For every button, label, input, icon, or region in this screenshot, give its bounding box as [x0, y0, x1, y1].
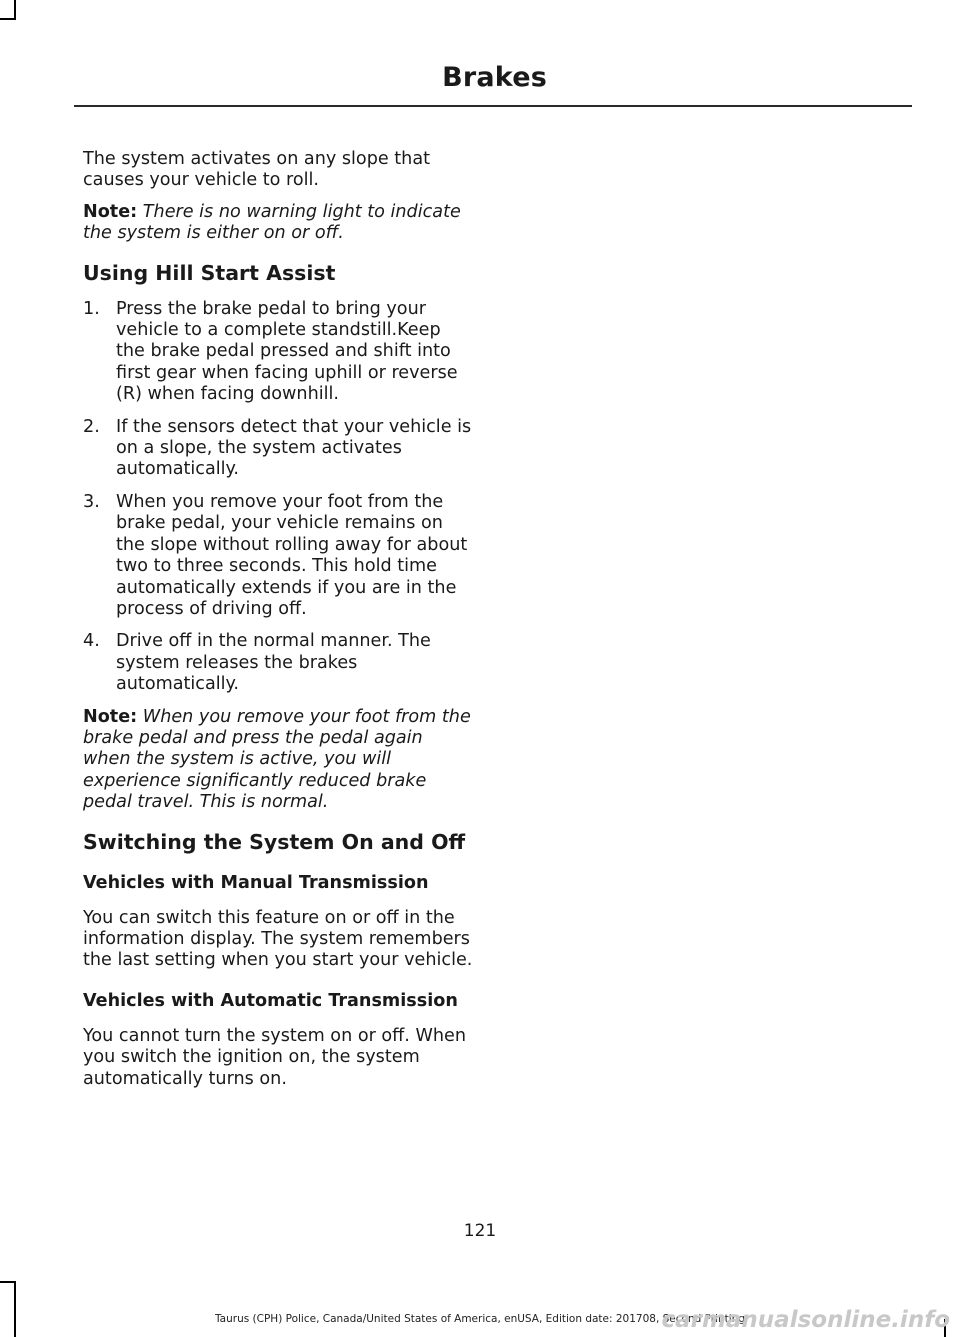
list-item	[83, 631, 475, 695]
section-heading-switching: Switching the System On and Off	[83, 829, 466, 854]
subheading-automatic-transmission: Vehicles with Automatic Transmission	[83, 990, 458, 1011]
section-heading-hill-start-assist: Using Hill Start Assist	[83, 260, 336, 285]
header-divider	[74, 105, 912, 107]
note-paragraph	[83, 707, 475, 814]
watermark: carmanualsonline.info	[661, 1307, 950, 1333]
step-text: Press the brake pedal to bring your vehicle to a complete standstill.Keep the brake pedal pressed and shift into first gear when facing uphill or reverse (R) when facing downhill.	[116, 298, 458, 405]
step-text: If the sensors detect that your vehicle is on a slope, the system activates automatically.	[116, 416, 472, 480]
step-number: 4.	[83, 631, 100, 652]
footer-edition-info: Taurus (CPH) Police, Canada/United States of America, enUSA, Edition date: 201708, Second Printing	[215, 1313, 745, 1325]
manual-transmission-paragraph: You can switch this feature on or off in the information display. The system remembers the last setting when you start your vehicle.	[83, 907, 473, 971]
page-number: 121	[463, 1221, 497, 1241]
step-number: 2.	[83, 416, 100, 437]
note-text: There is no warning light to indicate the system is either on or off.	[83, 201, 461, 244]
automatic-transmission-paragraph: You cannot turn the system on or off. When you switch the ignition on, the system automatically turns on.	[83, 1025, 466, 1089]
steps-list	[83, 299, 475, 696]
note-text: When you remove your foot from the brake pedal and press the pedal again when the system is active, you will experience significantly reduced brake pedal travel. This is normal.	[83, 706, 471, 813]
list-item	[83, 299, 475, 406]
list-item	[83, 417, 475, 481]
crop-mark-top-left-horizontal	[0, 18, 16, 20]
note-label: Note:	[83, 706, 138, 727]
main-column	[83, 149, 475, 1100]
step-number: 1.	[83, 298, 100, 319]
note-paragraph	[83, 202, 475, 245]
step-text: When you remove your foot from the brake pedal, your vehicle remains on the slope without rolling away for about two to three seconds. This hold time automatically extends if you are in the process of driving off.	[116, 491, 468, 619]
step-text: Drive off in the normal manner. The system releases the brakes automatically.	[116, 631, 431, 695]
crop-mark-top-left-vertical	[14, 0, 16, 20]
note-label: Note:	[83, 201, 138, 222]
crop-mark-bottom-left-horizontal	[0, 1281, 16, 1283]
crop-mark-bottom-left-vertical	[14, 1281, 16, 1337]
list-item	[83, 492, 475, 620]
subheading-manual-transmission: Vehicles with Manual Transmission	[83, 872, 429, 893]
page-header-title: Brakes	[442, 62, 547, 93]
intro-paragraph: The system activates on any slope that causes your vehicle to roll.	[83, 149, 431, 191]
step-number: 3.	[83, 491, 100, 512]
